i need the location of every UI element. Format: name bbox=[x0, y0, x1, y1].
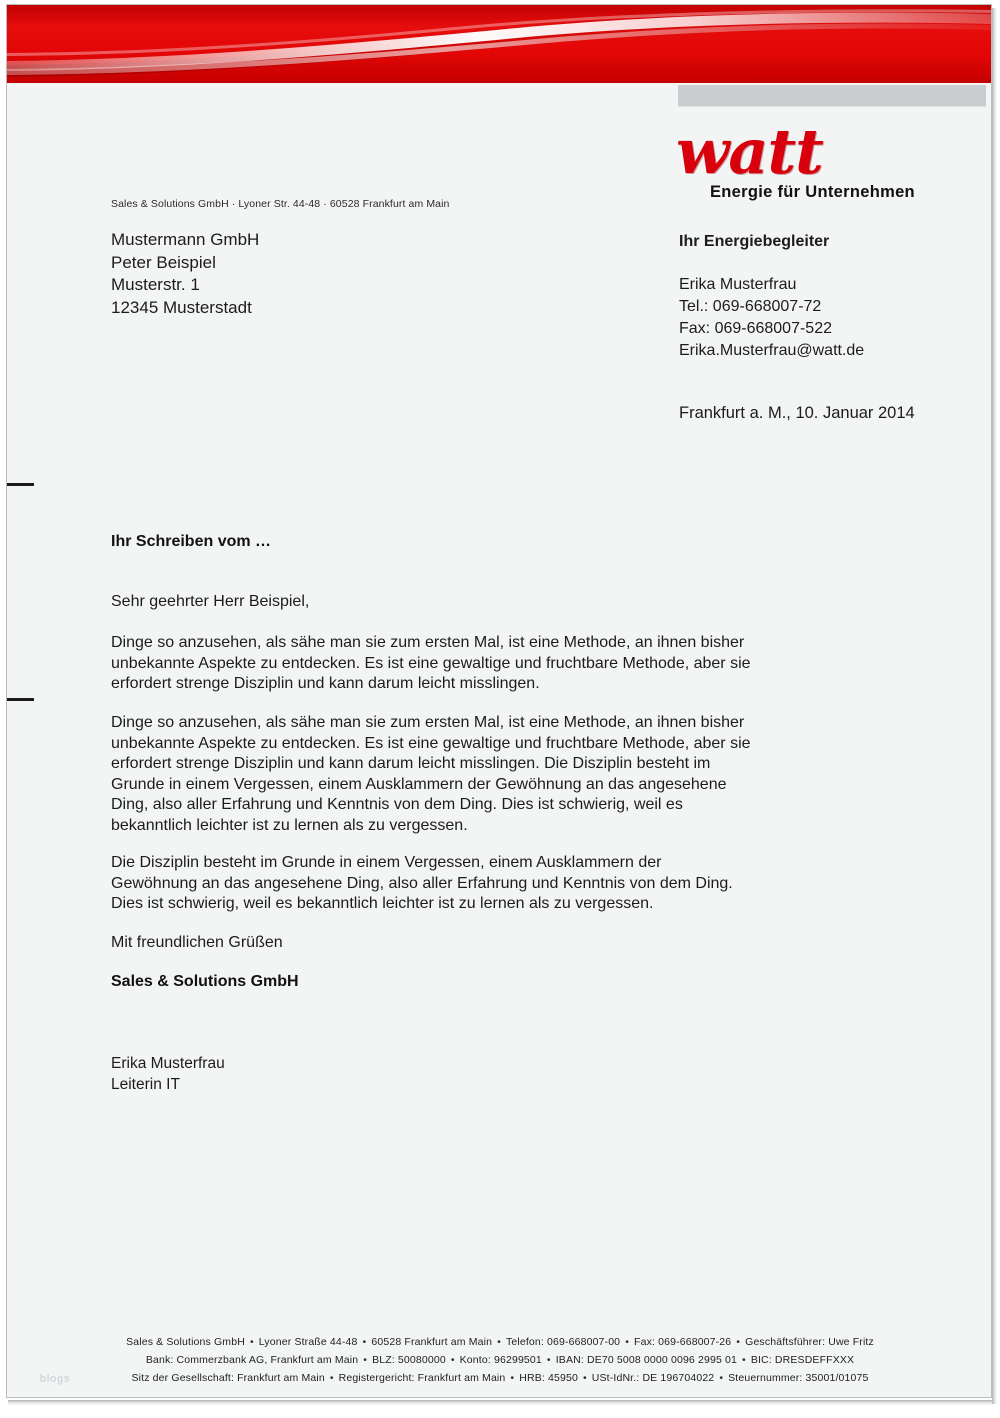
letter-page bbox=[6, 4, 992, 1398]
footer-iban: IBAN: DE70 5008 0000 0096 2995 01 bbox=[555, 1354, 737, 1366]
contact-name: Erika Musterfrau bbox=[679, 276, 797, 293]
footer-blz: BLZ: 50080000 bbox=[372, 1354, 446, 1366]
footer-phone: Telefon: 069-668007-00 bbox=[505, 1336, 621, 1348]
letter-subject: Ihr Schreiben vom … bbox=[111, 533, 272, 550]
signing-company: Sales & Solutions GmbH bbox=[111, 973, 299, 990]
footer-line-1 bbox=[7, 1333, 992, 1351]
footer-separator: • bbox=[329, 1372, 334, 1384]
footer-fax: Fax: 069-668007-26 bbox=[634, 1336, 732, 1348]
contact-block-title: Ihr Energiebegleiter bbox=[679, 233, 830, 250]
footer-separator: • bbox=[510, 1372, 515, 1384]
footer-separator: • bbox=[497, 1336, 501, 1348]
banner-graphic bbox=[7, 5, 992, 83]
grey-accent-bar bbox=[678, 85, 986, 107]
footer-court: Registergericht: Frankfurt am Main bbox=[338, 1372, 506, 1384]
footer-director: Geschäftsführer: Uwe Fritz bbox=[745, 1336, 874, 1348]
contact-fax: Fax: 069-668007-522 bbox=[679, 320, 832, 337]
footer-konto: Konto: 96299501 bbox=[459, 1354, 542, 1366]
recipient-company: Mustermann GmbH bbox=[111, 230, 260, 249]
footer-separator: • bbox=[249, 1336, 254, 1348]
header-banner bbox=[7, 5, 992, 83]
watermark: blogs bbox=[39, 1373, 71, 1385]
footer-seat: Sitz der Gesellschaft: Frankfurt am Main bbox=[131, 1372, 325, 1384]
letter-salutation: Sehr geehrter Herr Beispiel, bbox=[111, 593, 310, 610]
signer-block bbox=[111, 1053, 225, 1095]
footer-street: Lyoner Straße 44-48 bbox=[258, 1336, 358, 1348]
logo-tagline: Energie für Unternehmen bbox=[710, 183, 915, 201]
letter-paragraph-1: Dinge so anzusehen, als sähe man sie zum ersten Mal, ist eine Methode, an ihnen bisher unbekannte Aspekte zu entdecken. Es ist eine gewaltige und fruchtbare Methode, aber sie erfordert strenge Disziplin und kann darum leicht misslingen. bbox=[111, 634, 751, 692]
signer-name: Erika Musterfrau bbox=[111, 1055, 225, 1072]
contact-email: Erika.Musterfrau@watt.de bbox=[679, 342, 865, 359]
footer-separator: • bbox=[742, 1354, 746, 1366]
contact-block bbox=[679, 231, 864, 362]
company-logo bbox=[672, 115, 982, 202]
recipient-street: Musterstr. 1 bbox=[111, 275, 200, 294]
footer-company: Sales & Solutions GmbH bbox=[126, 1336, 245, 1348]
footer-separator: • bbox=[363, 1354, 368, 1366]
page-shadow-right bbox=[992, 8, 997, 1404]
signer-role: Leiterin IT bbox=[111, 1076, 180, 1093]
recipient-city: 12345 Musterstadt bbox=[111, 297, 252, 317]
footer-bank: Bank: Commerzbank AG, Frankfurt am Main bbox=[145, 1354, 359, 1366]
letter-closing: Mit freundlichen Grüßen bbox=[111, 934, 283, 951]
footer-taxno: Steuernummer: 35001/01075 bbox=[728, 1372, 869, 1384]
footer-separator: • bbox=[719, 1372, 724, 1384]
page-shadow-bottom bbox=[8, 1400, 994, 1405]
footer-line-2 bbox=[7, 1351, 992, 1369]
footer-separator: • bbox=[736, 1336, 741, 1348]
date-line: Frankfurt a. M., 10. Januar 2014 bbox=[679, 404, 915, 422]
letter-paragraph-2: Dinge so anzusehen, als sähe man sie zum ersten Mal, ist eine Methode, an ihnen bisher unbekannte Aspekte zu entdecken. Es ist eine gewaltige und fruchtbare Methode, aber sie erfordert strenge Disziplin und kann darum leicht misslingen. Die Disziplin besteht im Grunde in einem Vergessen, einem Ausklammern der Gewöhnung an das angesehene Ding, also aller Erfahrung und Kenntnis von dem Ding. Dies ist schwierig, weil es bekanntlich leichter ist zu lernen als zu vergessen. bbox=[111, 714, 751, 834]
footer-separator: • bbox=[625, 1336, 630, 1348]
footer-line-3 bbox=[7, 1369, 992, 1387]
footer-bic: BIC: DRESDEFFXXX bbox=[750, 1354, 855, 1366]
footer-vat: USt-IdNr.: DE 196704022 bbox=[591, 1372, 715, 1384]
recipient-person: Peter Beispiel bbox=[111, 252, 216, 272]
recipient-address-block bbox=[111, 229, 259, 319]
footer-separator: • bbox=[362, 1336, 367, 1348]
footer-hrb: HRB: 45950 bbox=[519, 1372, 578, 1384]
letter-paragraph-3: Die Disziplin besteht im Grunde in einem Vergessen, einem Ausklammern der Gewöhnung an das angesehene Ding, also aller Erfahrung und Kenntnis von dem Ding. Dies ist schwierig, weil es bekanntlich leichter ist zu lernen als zu vergessen. bbox=[111, 854, 733, 912]
logo-wordmark: watt bbox=[676, 115, 823, 188]
sender-return-line: Sales & Solutions GmbH · Lyoner Str. 44-48 · 60528 Frankfurt am Main bbox=[111, 198, 450, 210]
footer-separator: • bbox=[582, 1372, 587, 1384]
footer-separator: • bbox=[546, 1354, 551, 1366]
fold-mark-lower bbox=[7, 698, 34, 701]
page-footer bbox=[7, 1333, 992, 1387]
fold-mark-upper bbox=[7, 483, 34, 486]
footer-city: 60528 Frankfurt am Main bbox=[371, 1336, 493, 1348]
contact-phone: Tel.: 069-668007-72 bbox=[679, 298, 822, 315]
footer-separator: • bbox=[450, 1354, 455, 1366]
